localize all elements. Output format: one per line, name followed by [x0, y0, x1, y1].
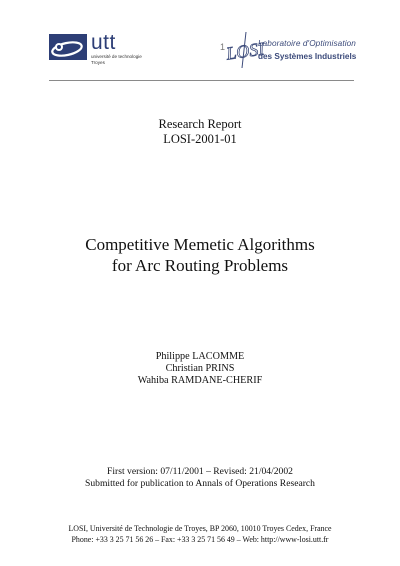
utt-logo-subtitle [91, 54, 171, 65]
report-number: LOSI-2001-01 [163, 132, 237, 146]
losi-logo [218, 28, 358, 72]
author-name: Wahiba RAMDANE-CHERIF [137, 375, 263, 386]
utt-logo [49, 30, 169, 70]
footer-contact: Phone: +33 3 25 71 56 26 – Fax: +33 3 25 71 56 49 – Web: http://www-losi.utt.fr [71, 535, 329, 544]
footer-address: LOSI, Université de Technologie de Troyes, BP 2060, 10010 Troyes Cedex, France [68, 524, 332, 533]
author-name: Christian PRINS [165, 363, 235, 374]
utt-logo-subtitle-line2: Troyes [91, 59, 105, 65]
submission-info: Submitted for publication to Annals of Operations Research [85, 478, 315, 489]
report-label: Research Report [158, 117, 242, 131]
utt-logo-word: utt [91, 31, 116, 54]
utt-swoosh-icon [49, 34, 87, 60]
losi-logo-line1: Laboratoire d'Optimisation [258, 39, 356, 48]
losi-monogram-icon [218, 28, 266, 72]
header-divider [49, 80, 354, 81]
utt-logo-subtitle-line1: université de technologie [91, 54, 142, 59]
version-info: First version: 07/11/2001 – Revised: 21/04/2002 [107, 466, 293, 477]
author-name: Philippe LACOMME [155, 351, 245, 362]
title-line1: Competitive Memetic Algorithms [85, 235, 315, 254]
losi-mark-text: LOSI [225, 38, 266, 64]
title-line2: for Arc Routing Problems [111, 256, 289, 275]
losi-logo-line2: des Systèmes Industriels [258, 52, 357, 61]
losi-mark-digit: 1 [220, 42, 226, 52]
